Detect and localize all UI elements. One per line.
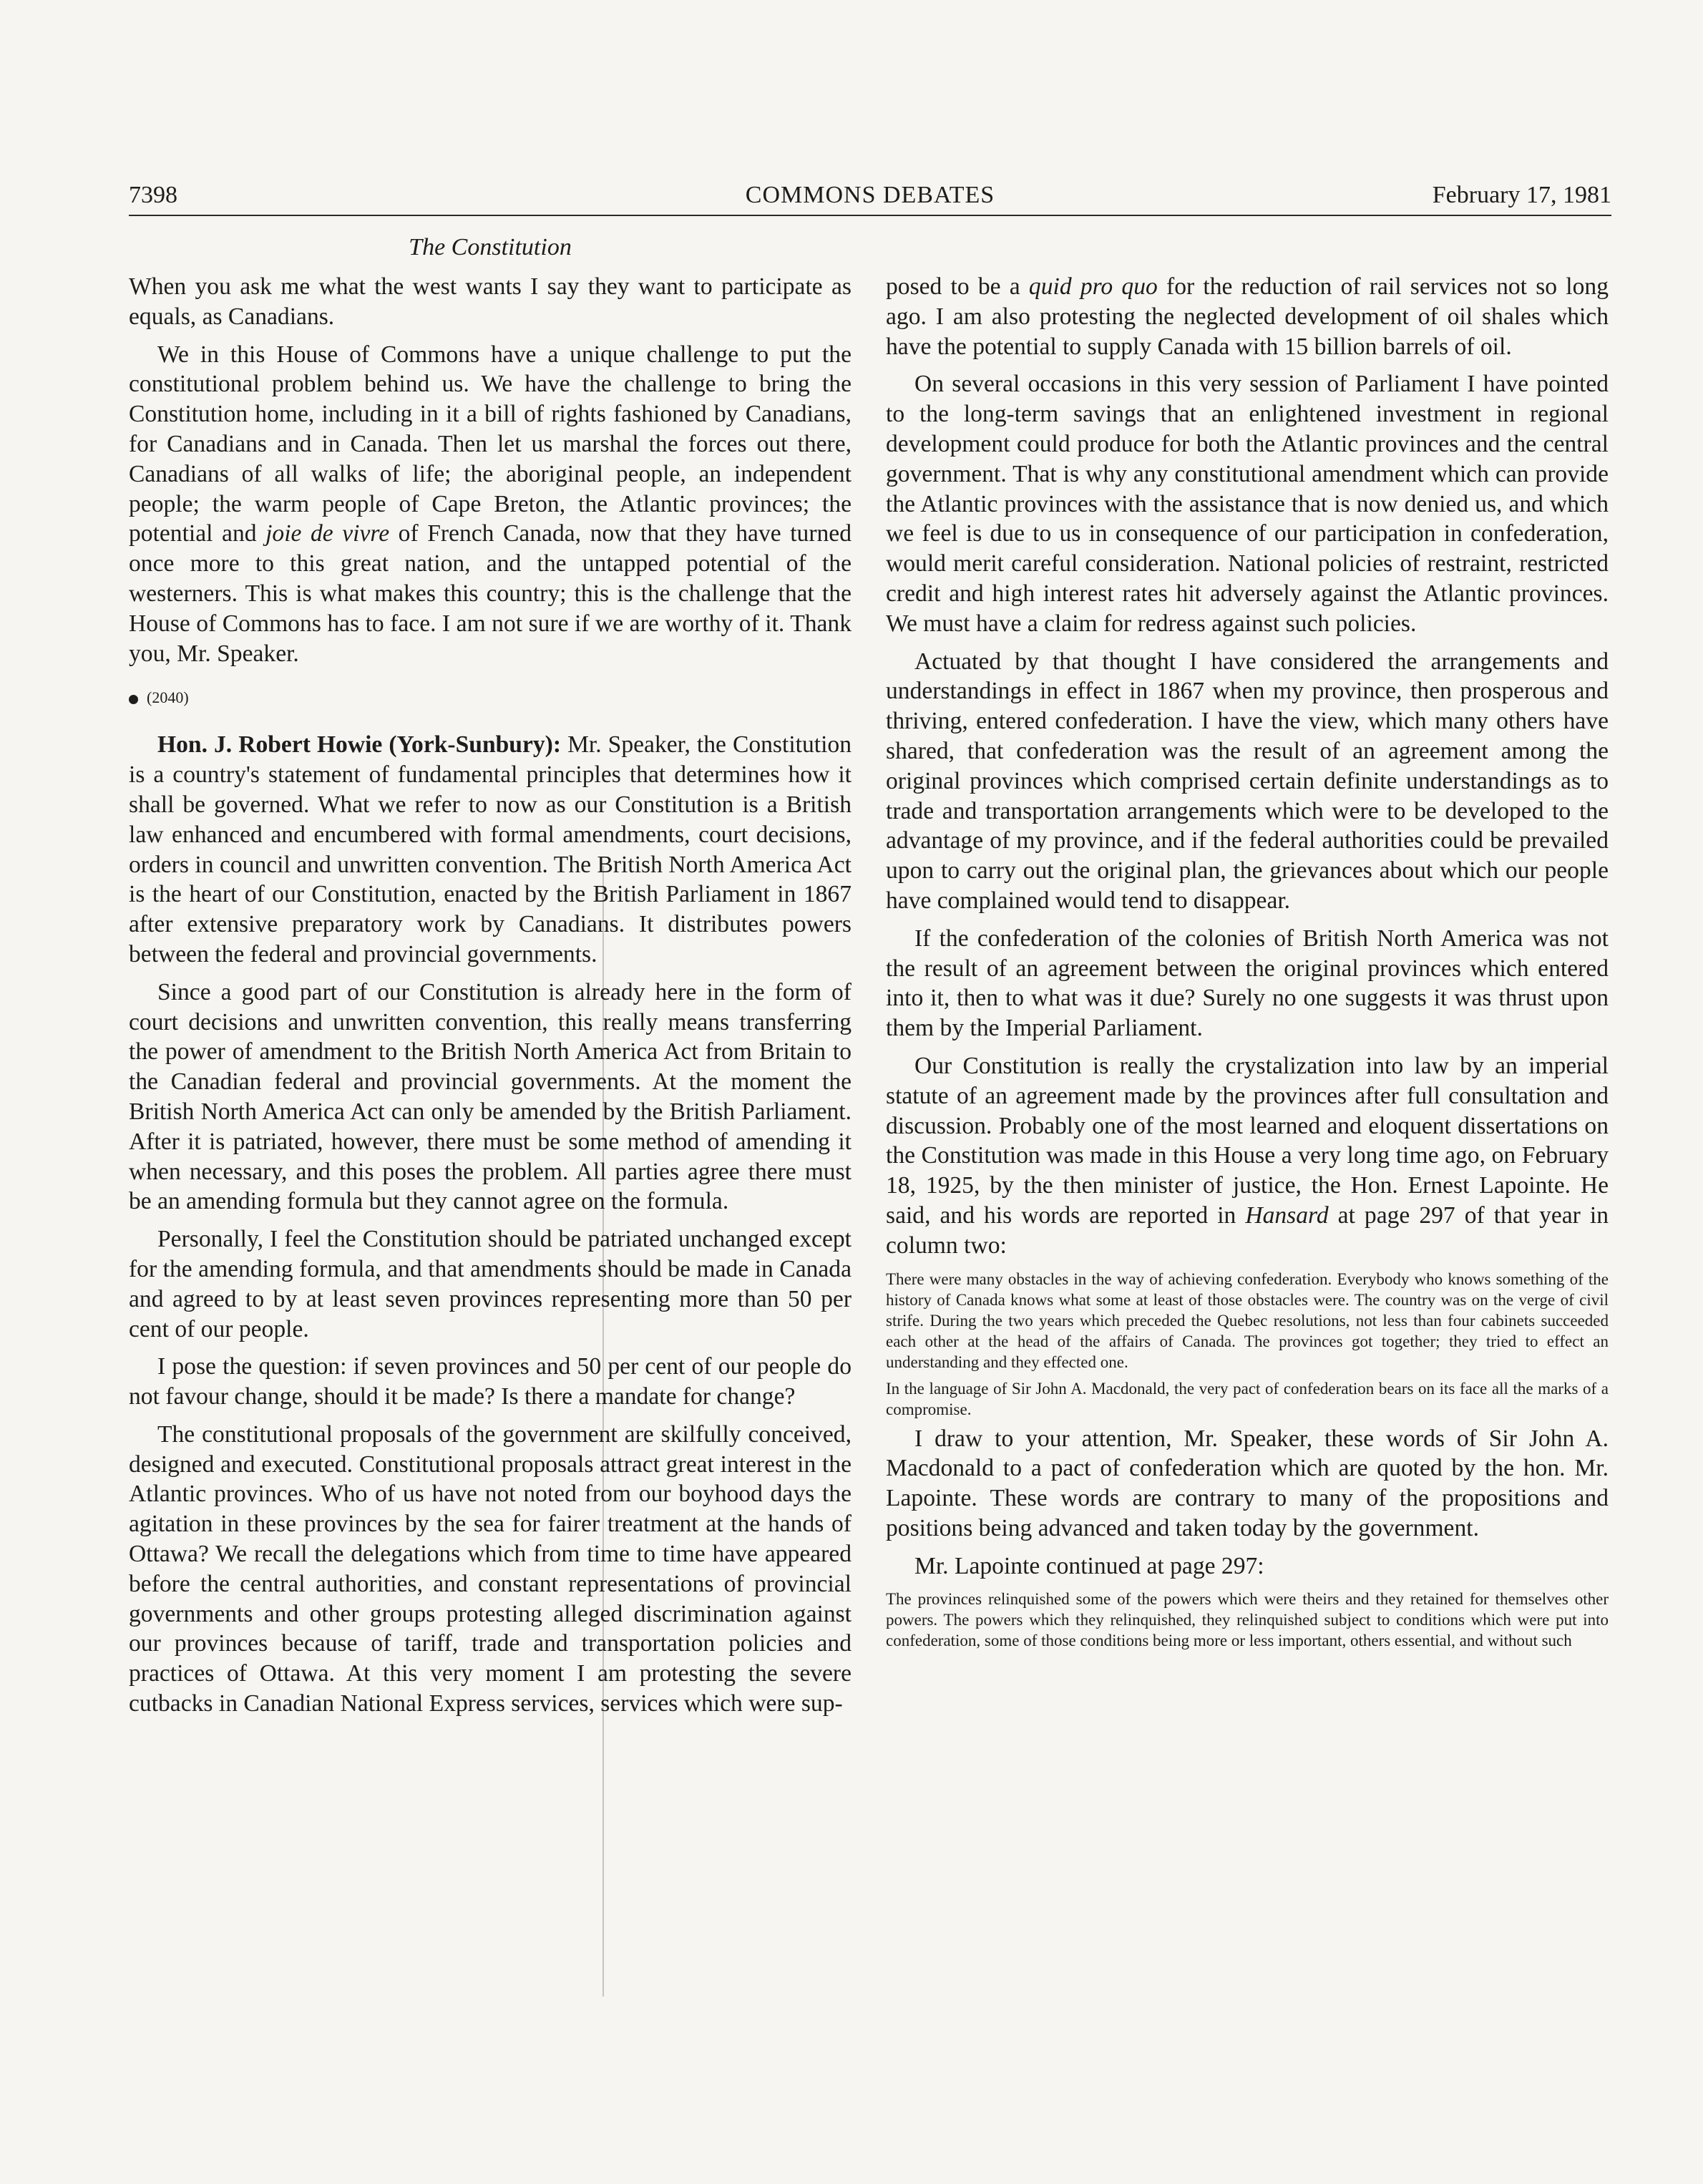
block-quote: The provinces relinquished some of the powers which were theirs and they retained for themselves other powers. The powers which they relinquished, they relinquished subject to conditions which were put into confederation, some of those conditions being more or less important, others essential, and without such <box>886 1590 1609 1650</box>
italic-phrase: quid pro quo <box>1028 273 1158 300</box>
paragraph <box>886 272 1609 361</box>
block-quote: In the language of Sir John A. Macdonald, the very pact of confederation bears on its face all the marks of a compromise. <box>886 1379 1609 1418</box>
paragraph-text: of French Canada, now that they have turned once more to this great nation, and the untapped potential of the westerners. This is what makes this country; this is the challenge that the House of Commons has to face. I am not sure if we are worthy of it. Thank you, Mr. Speaker. <box>129 520 852 667</box>
paragraph-text: for the reduction of rail services not so long ago. I am also protesting the neglected development of oil shales which have the potential to supply Canada with 15 billion barrels of oil. <box>886 273 1609 360</box>
paragraph: The constitutional proposals of the government are skilfully conceived, designed and executed. Constitutional proposals attract great interest in the Atlantic provinces. Who of us have not noted from our boyhood days the agitation in these provinces by the sea for fairer treatment at the hands of Ottawa? We recall the delegations which from time to time have appeared before the central authorities, and constant representations of provincial governments and other groups protesting alleged discrimination against our provinces because of tariff, trade and transportation policies and practices of Ottawa. At this very moment I am protesting the severe cutbacks in Canadian National Express services, services which were sup- <box>129 1420 852 1717</box>
italic-phrase: Hansard <box>1245 1201 1329 1229</box>
speaker-name: Hon. J. Robert Howie (York-Sunbury): <box>157 731 562 759</box>
paragraph: Personally, I feel the Constitution should be patriated unchanged except for the amending formula, and that amendments should be made in Canada and agreed to by at least seven provinces representing more than 50 per cent of our people. <box>129 1226 852 1342</box>
publication-title: COMMONS DEBATES <box>745 182 995 208</box>
paragraph: I pose the question: if seven provinces and 50 per cent of our people do not favour change, should it be made? Is there a mandate for change? <box>129 1353 852 1410</box>
paragraph-text: Our Constitution is really the crystalization into law by an imperial statute of an agreement made by the provinces after full consultation and discussion. Probably one of the most learned and eloquent dissertations on the Constitution was made in this House a very long time ago, on February 18, 1925, by the then minister of justice, the Hon. Ernest Lapointe. He said, and his words are reported in <box>886 1052 1609 1229</box>
block-quote: There were many obstacles in the way of achieving confederation. Everybody who knows something of the history of Canada knows what some at least of those obstacles were. The country was on the verge of civil strife. During the two years which preceded the Quebec resolutions, not less than four cabinets succeeded each other at the head of the affairs of Canada. The provinces got together; they tried to effect an understanding and they effected one. <box>886 1269 1609 1371</box>
paragraph: When you ask me what the west wants I say they want to participate as equals, as Canadians. <box>129 273 852 330</box>
paragraph <box>129 730 852 969</box>
paragraph-text: at page 297 of that year in column two: <box>886 1201 1609 1259</box>
page-number: 7398 <box>129 182 177 208</box>
paragraph-text: We in this House of Commons have a unique challenge to put the constitutional problem behind us. We have the challenge to bring the Constitution home, including in it a bill of rights fashioned by Canadians, for Canadians and in Canada. Then let us marshal the forces out there, Canadians of all walks of life; the aboriginal people, an independent people; the warm people of Cape Breton, the Atlantic provinces; the potential and <box>129 341 852 547</box>
paragraph: I draw to your attention, Mr. Speaker, these words of Sir John A. Macdonald to a pact of confederation which are quoted by the hon. Mr. Lapointe. These words are contrary to many of the propositions and positions being advanced and taken today by the government. <box>886 1425 1609 1541</box>
paragraph: If the confederation of the colonies of British North America was not the result of an agreement between the original provinces which entered into it, then to what was it due? Surely no one suggests it was thrust upon them by the Imperial Parliament. <box>886 925 1609 1042</box>
paragraph: Since a good part of our Constitution is already here in the form of court decisions and unwritten convention, this really means transferring the power of amendment to the British North America Act from Britain to the Canadian federal and provincial governments. At the moment the British North America Act can only be amended by the British Parliament. After it is patriated, however, there must be some method of amending it when necessary, and this poses the problem. All parties agree there must be an amending formula but they cannot agree on the formula. <box>129 978 852 1215</box>
issue-date: February 17, 1981 <box>1432 182 1611 208</box>
section-title: The Constitution <box>409 234 572 260</box>
italic-phrase: joie de vivre <box>265 520 390 547</box>
paragraph <box>129 340 852 669</box>
time-marker <box>129 687 852 708</box>
paragraph: Actuated by that thought I have considered the arrangements and understandings in effect in 1867 when my province, then prosperous and thriving, entered confederation. I have the view, which many others have shared, that confederation was the result of an agreement among the original provinces which comprised certain definite understandings as to trade and transportation arrangements which were to be developed to the advantage of my province, and if the federal authorities could be prevailed upon to carry out the original plan, the grievances about which our people have complained would tend to disappear. <box>886 648 1609 914</box>
paragraph-text: Mr. Speaker, the Constitution is a country's statement of fundamental principles that determines how it shall be governed. What we refer to now as our Constitution is a British law enhanced and encumbered with formal amendments, court decisions, orders in council and unwritten convention. The British North America Act is the heart of our Constitution, enacted by the British Parliament in 1867 after extensive preparatory work by Canadians. It distributes powers between the federal and provincial governments. <box>129 731 852 967</box>
paragraph-text: posed to be a <box>886 273 1029 300</box>
bullet-icon <box>129 695 138 704</box>
paragraph <box>886 1051 1609 1261</box>
time-marker-text: (2040) <box>147 688 189 707</box>
paragraph: On several occasions in this very session of Parliament I have pointed to the long-term savings that an enlightened investment in regional development could produce for both the Atlantic provinces and the central government. That is why any constitutional amendment which can provide the Atlantic provinces with the assistance that is now denied us, and which we feel is due to us in consequence of our participation in confederation, would merit careful consideration. National policies of restraint, restricted credit and high interest rates hit adversely against the Atlantic provinces. We must have a claim for redress against such policies. <box>886 371 1609 637</box>
right-column <box>886 272 1609 1655</box>
paragraph: Mr. Lapointe continued at page 297: <box>914 1552 1264 1579</box>
left-column <box>129 272 852 1727</box>
page-header <box>129 180 1611 216</box>
